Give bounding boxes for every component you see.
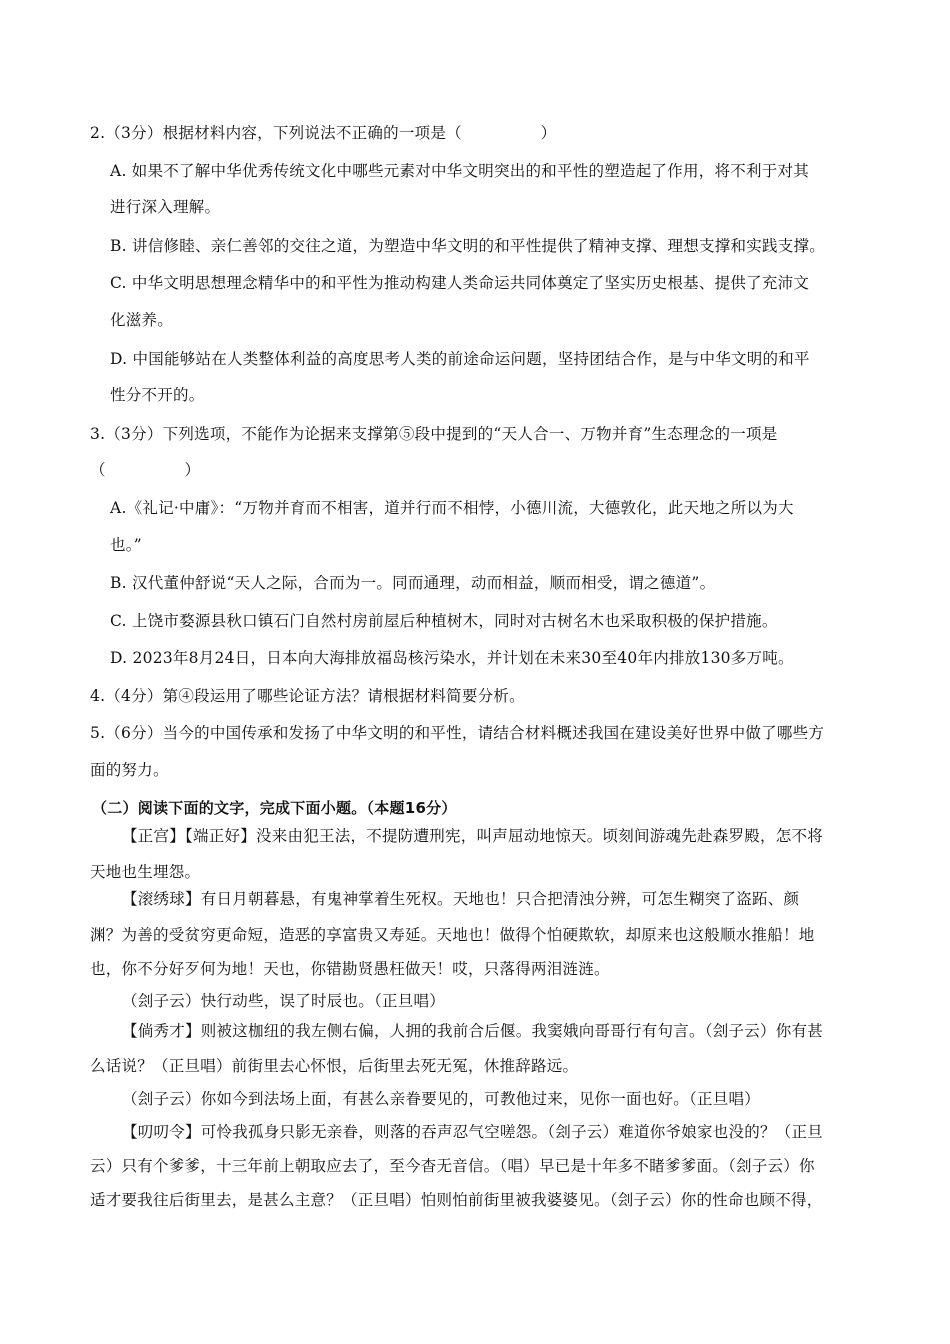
q2-option-a-cont: 进行深入理解。 [110,198,221,216]
passage-paragraph-cont: 云）只有个爹爹，十三年前上朝取应去了，至今杳无音信。（唱）早已是十年多不睹爹爹面。（刽子云）你 [90,1157,815,1175]
question-3-stem: 3.（3分）下列选项，不能作为论据来支撑第⑤段中提到的“天人合一、万物并育”生态理念的一项是 [90,425,778,443]
passage-paragraph: 【叨叨令】可怜我孤身只影无亲眷，则落的吞声忍气空嗟怨。（刽子云）难道你爷娘家也没的？（正旦 [122,1123,824,1141]
question-2-stem: 2.（3分）根据材料内容，下列说法不正确的一项是（ ） [90,124,557,142]
q2-option-d: D. 中国能够站在人类整体利益的高度思考人类的前途命运问题，坚持团结合作，是与中华文明的和平 [110,350,810,368]
passage-paragraph: 【正宫】【端正好】没来由犯王法，不提防遭刑宪，叫声屈动地惊天。顷刻间游魂先赴森罗殿，怎不将 [122,827,824,845]
q3-option-a-cont: 也。” [110,536,142,554]
question-4: 4.（4分）第④段运用了哪些论证方法？请根据材料简要分析。 [90,687,525,705]
q3-option-b: B. 汉代董仲舒说“天人之际，合而为一。同而通理，动而相益，顺而相受，谓之德道”。 [110,574,716,592]
passage-paragraph: （刽子云）快行动些，误了时辰也。（正旦唱） [122,992,446,1010]
passage-paragraph-cont: 么话说？（正旦唱）前街里去心怀恨，后街里去死无冤，休推辞路远。 [90,1057,579,1075]
passage-paragraph: 【滚绣球】有日月朝暮悬，有鬼神掌着生死权。天地也！只合把清浊分辨，可怎生糊突了盗跖、颜 [122,890,800,908]
passage-paragraph-cont: 也，你不分好歹何为地！天也，你错勘贤愚枉做天！哎，只落得两泪涟涟。 [90,960,610,978]
question-3-blank: （ ） [90,461,201,479]
section-heading: （二）阅读下面的文字，完成下面小题。（本题16分） [92,799,457,817]
q2-option-c: C. 中华文明思想理念精华中的和平性为推动构建人类命运共同体奠定了坚实历史根基、提供了充沛文 [110,274,810,292]
q2-option-b: B. 讲信修睦、亲仁善邻的交往之道，为塑造中华文明的和平性提供了精神支撑、理想支撑和实践支撑。 [110,237,825,255]
q3-option-d: D. 2023年8月24日，日本向大海排放福岛核污染水，并计划在未来30至40年内排放130多万吨。 [110,649,794,667]
q3-option-a: A.《礼记·中庸》：“万物并育而不相害，道并行而不相悖，小德川流，大德敦化，此天地之所以为大 [110,499,794,517]
passage-paragraph-cont: 天地也生埋怨。 [90,863,201,881]
passage-paragraph-cont: 适才要我往后街里去，是甚么主意？（正旦唱）怕则怕前街里被我婆婆见。（刽子云）你的性命也顾不得， [90,1191,823,1209]
passage-paragraph-cont: 渊？为善的受贫穷更命短，造恶的享富贵又寿延。天地也！做得个怕硬欺软，却原来也这般顺水推船！地 [90,926,815,944]
q2-option-a: A. 如果不了解中华优秀传统文化中哪些元素对中华文明突出的和平性的塑造起了作用，将不利于对其 [110,162,810,180]
q2-option-c-cont: 化滋养。 [110,311,174,329]
passage-paragraph: 【倘秀才】则被这枷纽的我左侧右偏，人拥的我前合后偃。我窦娥向哥哥行有句言。（刽子云）你有甚 [122,1022,824,1040]
q2-option-d-cont: 性分不开的。 [110,386,205,404]
q3-option-c: C. 上饶市婺源县秋口镇石门自然村房前屋后种植树木，同时对古树名木也采取积极的保护措施。 [110,612,778,630]
question-5: 5.（6分）当今的中国传承和发扬了中华文明的和平性，请结合材料概述我国在建设美好世界中做了哪些方 [90,724,825,742]
passage-paragraph: （刽子云）你如今到法场上面，有甚么亲眷要见的，可教他过来，见你一面也好。（正旦唱） [122,1090,761,1108]
question-5-cont: 面的努力。 [90,761,169,779]
